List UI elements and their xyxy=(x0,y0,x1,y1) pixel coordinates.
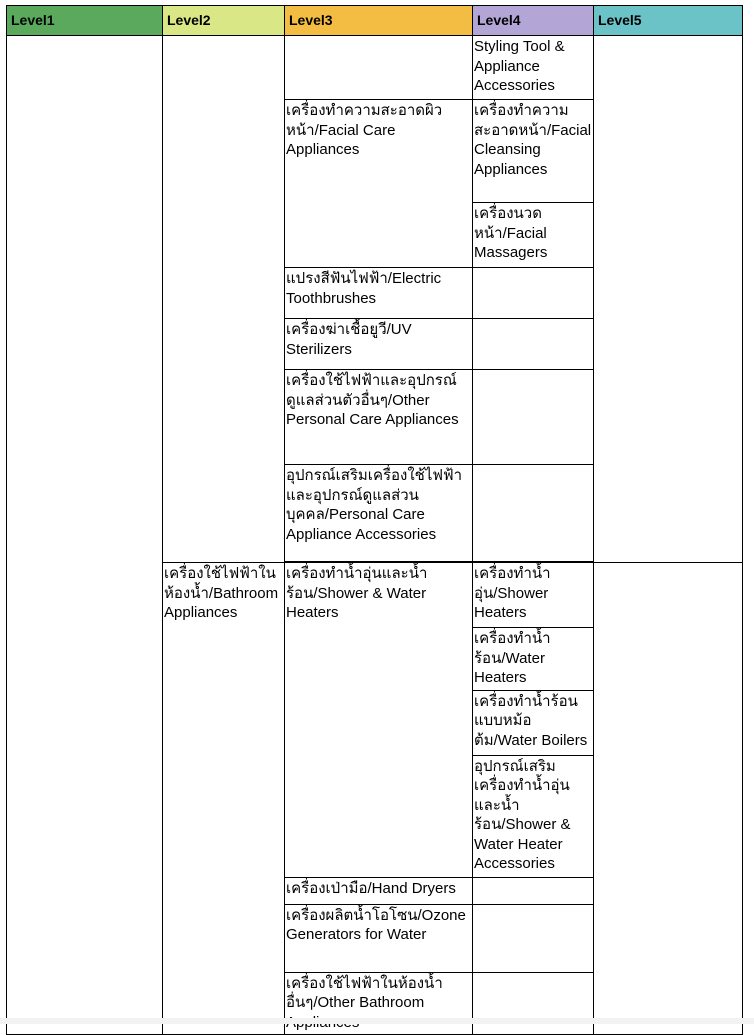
cell-level4 xyxy=(473,319,594,370)
cell-level5 xyxy=(594,36,743,563)
header-level3: Level3 xyxy=(285,6,473,36)
cell-level4 xyxy=(473,904,594,972)
cell-level3: เครื่องเป่ามือ/Hand Dryers xyxy=(285,877,473,904)
cell-level4: เครื่องทำความสะอาดหน้า/Facial Cleansing Appliances xyxy=(473,100,594,203)
cell-level3: แปรงสีฟันไฟฟ้า/Electric Toothbrushes xyxy=(285,268,473,319)
cell-level3: เครื่องใช้ไฟฟ้าและอุปกรณ์ดูแลส่วนตัวอื่นๆ/Other Personal Care Appliances xyxy=(285,370,473,465)
cell-level5 xyxy=(594,563,743,1035)
cell-level3: เครื่องทำความสะอาดผิวหน้า/Facial Care Appliances xyxy=(285,100,473,268)
cell-level3: เครื่องใช้ไฟฟ้าในห้องน้ำอื่นๆ/Other Bathroom xyxy=(285,972,473,1035)
category-table xyxy=(6,5,743,1035)
cell-level4: เครื่องนวดหน้า/Facial Massagers xyxy=(473,203,594,268)
table-row xyxy=(7,36,743,100)
cell-level3 xyxy=(285,36,473,100)
cell-level3: อุปกรณ์เสริมเครื่องใช้ไฟฟ้าและอุปกรณ์ดูแลส่วนบุคคล/Personal Care Appliance Accessories xyxy=(285,465,473,562)
cell-level4: Styling Tool & Appliance Accessories xyxy=(473,36,594,100)
page-bottom-edge xyxy=(0,1018,754,1024)
cell-level3: เครื่องทำน้ำอุ่นและน้ำร้อน/Shower & Water Heaters xyxy=(285,563,473,878)
cell-level4 xyxy=(473,370,594,465)
cell-level4 xyxy=(473,877,594,904)
cell-level2 xyxy=(163,36,285,563)
cell-level4: เครื่องทำน้ำร้อนแบบหม้อต้ม/Water Boilers xyxy=(473,690,594,755)
cell-level4: เครื่องทำน้ำอุ่น/Shower Heaters xyxy=(473,563,594,628)
cell-level4 xyxy=(473,268,594,319)
header-level2: Level2 xyxy=(163,6,285,36)
header-level4: Level4 xyxy=(473,6,594,36)
header-level1: Level1 xyxy=(7,6,163,36)
cell-level3: เครื่องฆ่าเชื้อยูวี/UV Sterilizers xyxy=(285,319,473,370)
header-level5: Level5 xyxy=(594,6,743,36)
cell-level1 xyxy=(7,36,163,1035)
cell-level4: เครื่องทำน้ำร้อน/Water Heaters xyxy=(473,628,594,691)
cell-level4: อุปกรณ์เสริมเครื่องทำน้ำอุ่นและน้ำร้อน/Shower & Water Heater Accessories xyxy=(473,755,594,877)
cell-level4 xyxy=(473,465,594,562)
cell-level4 xyxy=(473,972,594,1035)
cell-level2: เครื่องใช้ไฟฟ้าในห้องน้ำ/Bathroom Appliances xyxy=(163,563,285,1035)
header-row xyxy=(7,6,743,36)
cell-level3: เครื่องผลิตน้ำโอโซน/Ozone Generators for Water xyxy=(285,904,473,972)
